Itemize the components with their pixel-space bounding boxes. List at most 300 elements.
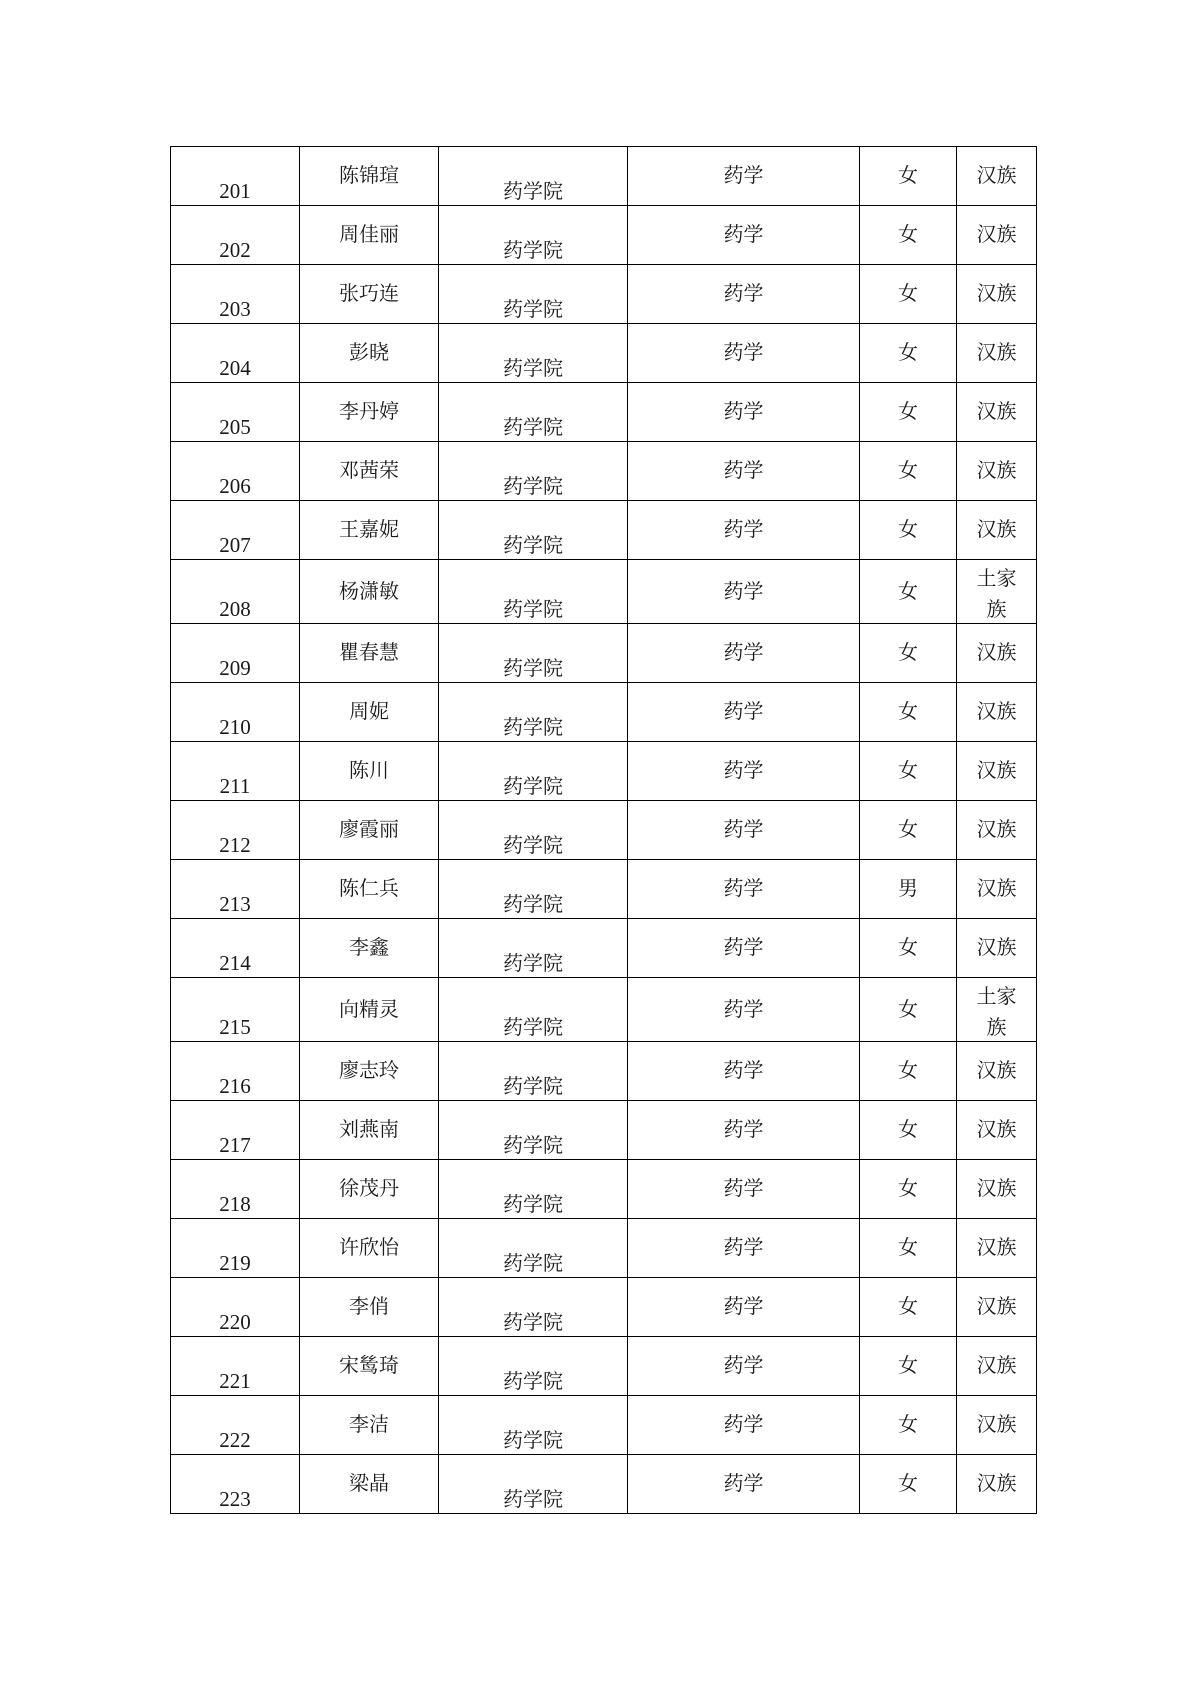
ethnicity: 汉族	[976, 1176, 1017, 1200]
ethnicity: 汉族	[976, 1471, 1017, 1495]
major-name: 药学	[723, 399, 764, 423]
student-name: 刘燕南	[339, 1117, 399, 1141]
table-cell-major-name	[628, 1101, 860, 1160]
gender: 女	[898, 758, 918, 782]
table-cell-college-name	[439, 1455, 628, 1514]
ethnicity: 汉族	[976, 876, 1017, 900]
table-row	[171, 1160, 1037, 1219]
major-name: 药学	[723, 1353, 764, 1377]
gender: 女	[898, 935, 918, 959]
table-cell-ethnicity	[957, 860, 1037, 919]
table-cell-student-name	[300, 919, 439, 978]
major-name: 药学	[723, 1058, 764, 1082]
row-number: 210	[219, 715, 251, 739]
row-number: 219	[219, 1251, 251, 1275]
table-cell-student-name	[300, 265, 439, 324]
gender: 女	[898, 699, 918, 723]
table-row	[171, 683, 1037, 742]
major-name: 药学	[723, 876, 764, 900]
student-name: 宋鸶琦	[339, 1353, 399, 1377]
table-cell-student-name	[300, 206, 439, 265]
table-cell-gender	[860, 978, 957, 1042]
table-row	[171, 860, 1037, 919]
student-table	[170, 146, 1037, 1514]
table-cell-ethnicity	[957, 1042, 1037, 1101]
ethnicity: 土家族	[976, 566, 1017, 621]
college-name: 药学院	[503, 1251, 563, 1275]
table-cell-ethnicity	[957, 1278, 1037, 1337]
table-cell-row-number	[171, 1455, 300, 1514]
ethnicity: 汉族	[976, 758, 1017, 782]
table-cell-row-number	[171, 1396, 300, 1455]
table-cell-ethnicity	[957, 501, 1037, 560]
gender: 女	[898, 1471, 918, 1495]
table-cell-major-name	[628, 442, 860, 501]
student-name: 张巧连	[339, 281, 399, 305]
table-cell-student-name	[300, 560, 439, 624]
table-cell-major-name	[628, 1337, 860, 1396]
ethnicity: 汉族	[976, 458, 1017, 482]
table-cell-student-name	[300, 1101, 439, 1160]
student-name: 廖志玲	[339, 1058, 399, 1082]
table-cell-student-name	[300, 1455, 439, 1514]
college-name: 药学院	[503, 1015, 563, 1039]
gender: 男	[898, 876, 918, 900]
ethnicity: 汉族	[976, 935, 1017, 959]
ethnicity: 汉族	[976, 340, 1017, 364]
student-name: 许欣怡	[339, 1235, 399, 1259]
table-cell-gender	[860, 1219, 957, 1278]
table-cell-gender	[860, 265, 957, 324]
table-cell-student-name	[300, 147, 439, 206]
major-name: 药学	[723, 640, 764, 664]
gender: 女	[898, 1117, 918, 1141]
table-cell-row-number	[171, 978, 300, 1042]
table-row	[171, 560, 1037, 624]
table-cell-row-number	[171, 1042, 300, 1101]
student-name: 廖霞丽	[339, 817, 399, 841]
row-number: 205	[219, 415, 251, 439]
college-name: 药学院	[503, 1192, 563, 1216]
table-cell-gender	[860, 919, 957, 978]
table-cell-major-name	[628, 1455, 860, 1514]
ethnicity: 汉族	[976, 1117, 1017, 1141]
table-cell-gender	[860, 501, 957, 560]
table-cell-student-name	[300, 1337, 439, 1396]
college-name: 药学院	[503, 474, 563, 498]
row-number: 203	[219, 297, 251, 321]
student-name: 邓茜荣	[339, 458, 399, 482]
table-cell-ethnicity	[957, 383, 1037, 442]
table-row	[171, 1101, 1037, 1160]
student-name: 杨潇敏	[339, 579, 399, 603]
major-name: 药学	[723, 340, 764, 364]
college-name: 药学院	[503, 533, 563, 557]
table-cell-row-number	[171, 860, 300, 919]
gender: 女	[898, 399, 918, 423]
gender: 女	[898, 458, 918, 482]
table-cell-college-name	[439, 1160, 628, 1219]
table-cell-college-name	[439, 1337, 628, 1396]
table-cell-gender	[860, 860, 957, 919]
table-cell-gender	[860, 1160, 957, 1219]
row-number: 221	[219, 1369, 251, 1393]
table-cell-student-name	[300, 442, 439, 501]
table-cell-row-number	[171, 324, 300, 383]
student-name: 周妮	[349, 699, 389, 723]
table-cell-major-name	[628, 860, 860, 919]
table-cell-ethnicity	[957, 1219, 1037, 1278]
major-name: 药学	[723, 163, 764, 187]
table-cell-major-name	[628, 1219, 860, 1278]
table-cell-ethnicity	[957, 1455, 1037, 1514]
row-number: 215	[219, 1015, 251, 1039]
table-cell-major-name	[628, 1278, 860, 1337]
table-row	[171, 1278, 1037, 1337]
table-cell-row-number	[171, 1337, 300, 1396]
table-cell-gender	[860, 206, 957, 265]
table-cell-student-name	[300, 383, 439, 442]
table-cell-major-name	[628, 919, 860, 978]
table-cell-college-name	[439, 624, 628, 683]
row-number: 223	[219, 1487, 251, 1511]
table-cell-student-name	[300, 860, 439, 919]
student-name: 李俏	[349, 1294, 389, 1318]
college-name: 药学院	[503, 597, 563, 621]
row-number: 212	[219, 833, 251, 857]
student-name: 梁晶	[349, 1471, 389, 1495]
table-cell-row-number	[171, 683, 300, 742]
ethnicity: 土家族	[976, 984, 1017, 1039]
table-cell-row-number	[171, 1101, 300, 1160]
table-cell-ethnicity	[957, 624, 1037, 683]
college-name: 药学院	[503, 1428, 563, 1452]
table-cell-ethnicity	[957, 1396, 1037, 1455]
table-cell-major-name	[628, 265, 860, 324]
table-cell-college-name	[439, 1101, 628, 1160]
row-number: 211	[219, 774, 251, 798]
ethnicity: 汉族	[976, 1235, 1017, 1259]
row-number: 207	[219, 533, 251, 557]
table-cell-row-number	[171, 624, 300, 683]
table-cell-college-name	[439, 1396, 628, 1455]
table-cell-major-name	[628, 147, 860, 206]
table-cell-gender	[860, 442, 957, 501]
table-cell-gender	[860, 383, 957, 442]
table-cell-row-number	[171, 1160, 300, 1219]
table-cell-gender	[860, 560, 957, 624]
college-name: 药学院	[503, 715, 563, 739]
major-name: 药学	[723, 1235, 764, 1259]
college-name: 药学院	[503, 415, 563, 439]
table-row	[171, 265, 1037, 324]
college-name: 药学院	[503, 1310, 563, 1334]
table-cell-student-name	[300, 1219, 439, 1278]
table-cell-gender	[860, 683, 957, 742]
table-cell-row-number	[171, 442, 300, 501]
table-cell-gender	[860, 801, 957, 860]
student-table-body	[171, 147, 1037, 1514]
ethnicity: 汉族	[976, 1294, 1017, 1318]
student-name: 陈锦瑄	[339, 163, 399, 187]
row-number: 208	[219, 597, 251, 621]
table-cell-college-name	[439, 501, 628, 560]
major-name: 药学	[723, 517, 764, 541]
gender: 女	[898, 1176, 918, 1200]
student-name: 李丹婷	[339, 399, 399, 423]
table-cell-major-name	[628, 560, 860, 624]
table-cell-ethnicity	[957, 560, 1037, 624]
student-name: 周佳丽	[339, 222, 399, 246]
table-cell-gender	[860, 1101, 957, 1160]
major-name: 药学	[723, 1294, 764, 1318]
table-cell-gender	[860, 324, 957, 383]
table-cell-ethnicity	[957, 324, 1037, 383]
major-name: 药学	[723, 1471, 764, 1495]
table-cell-college-name	[439, 1278, 628, 1337]
row-number: 201	[219, 179, 251, 203]
table-cell-student-name	[300, 1042, 439, 1101]
student-name: 徐茂丹	[339, 1176, 399, 1200]
table-cell-student-name	[300, 324, 439, 383]
student-name: 彭晓	[349, 340, 389, 364]
table-cell-college-name	[439, 442, 628, 501]
gender: 女	[898, 1412, 918, 1436]
gender: 女	[898, 640, 918, 664]
table-row	[171, 1455, 1037, 1514]
table-cell-gender	[860, 1455, 957, 1514]
table-row	[171, 324, 1037, 383]
table-cell-ethnicity	[957, 1101, 1037, 1160]
table-cell-college-name	[439, 1219, 628, 1278]
table-cell-gender	[860, 624, 957, 683]
ethnicity: 汉族	[976, 1412, 1017, 1436]
major-name: 药学	[723, 281, 764, 305]
table-cell-major-name	[628, 324, 860, 383]
ethnicity: 汉族	[976, 1353, 1017, 1377]
major-name: 药学	[723, 458, 764, 482]
table-row	[171, 1042, 1037, 1101]
major-name: 药学	[723, 222, 764, 246]
table-cell-row-number	[171, 206, 300, 265]
table-cell-gender	[860, 1278, 957, 1337]
student-name: 向精灵	[339, 997, 399, 1021]
table-cell-college-name	[439, 683, 628, 742]
student-name: 李鑫	[349, 935, 389, 959]
student-name: 王嘉妮	[339, 517, 399, 541]
table-row	[171, 501, 1037, 560]
student-name: 陈仁兵	[339, 876, 399, 900]
gender: 女	[898, 997, 918, 1021]
table-cell-ethnicity	[957, 442, 1037, 501]
table-cell-row-number	[171, 801, 300, 860]
table-row	[171, 919, 1037, 978]
row-number: 222	[219, 1428, 251, 1452]
college-name: 药学院	[503, 1074, 563, 1098]
table-cell-college-name	[439, 206, 628, 265]
table-cell-college-name	[439, 1042, 628, 1101]
major-name: 药学	[723, 935, 764, 959]
table-cell-major-name	[628, 978, 860, 1042]
college-name: 药学院	[503, 297, 563, 321]
table-cell-ethnicity	[957, 978, 1037, 1042]
gender: 女	[898, 222, 918, 246]
table-cell-major-name	[628, 624, 860, 683]
gender: 女	[898, 579, 918, 603]
college-name: 药学院	[503, 774, 563, 798]
ethnicity: 汉族	[976, 399, 1017, 423]
table-cell-row-number	[171, 742, 300, 801]
row-number: 206	[219, 474, 251, 498]
major-name: 药学	[723, 758, 764, 782]
college-name: 药学院	[503, 656, 563, 680]
ethnicity: 汉族	[976, 640, 1017, 664]
table-cell-major-name	[628, 1042, 860, 1101]
ethnicity: 汉族	[976, 699, 1017, 723]
table-cell-ethnicity	[957, 683, 1037, 742]
table-row	[171, 624, 1037, 683]
major-name: 药学	[723, 699, 764, 723]
row-number: 214	[219, 951, 251, 975]
table-row	[171, 742, 1037, 801]
gender: 女	[898, 817, 918, 841]
row-number: 218	[219, 1192, 251, 1216]
table-cell-row-number	[171, 501, 300, 560]
table-cell-major-name	[628, 383, 860, 442]
row-number: 220	[219, 1310, 251, 1334]
table-cell-major-name	[628, 1160, 860, 1219]
table-cell-gender	[860, 1042, 957, 1101]
table-cell-ethnicity	[957, 1337, 1037, 1396]
table-cell-ethnicity	[957, 206, 1037, 265]
table-cell-college-name	[439, 919, 628, 978]
table-cell-row-number	[171, 1278, 300, 1337]
gender: 女	[898, 163, 918, 187]
table-cell-college-name	[439, 978, 628, 1042]
student-name: 瞿春慧	[339, 640, 399, 664]
table-cell-college-name	[439, 265, 628, 324]
table-cell-major-name	[628, 501, 860, 560]
table-cell-major-name	[628, 683, 860, 742]
row-number: 202	[219, 238, 251, 262]
table-cell-row-number	[171, 147, 300, 206]
ethnicity: 汉族	[976, 281, 1017, 305]
gender: 女	[898, 340, 918, 364]
table-cell-college-name	[439, 147, 628, 206]
row-number: 216	[219, 1074, 251, 1098]
row-number: 209	[219, 656, 251, 680]
college-name: 药学院	[503, 1369, 563, 1393]
college-name: 药学院	[503, 356, 563, 380]
major-name: 药学	[723, 579, 764, 603]
table-cell-ethnicity	[957, 1160, 1037, 1219]
gender: 女	[898, 1353, 918, 1377]
ethnicity: 汉族	[976, 163, 1017, 187]
college-name: 药学院	[503, 1133, 563, 1157]
college-name: 药学院	[503, 179, 563, 203]
table-cell-gender	[860, 1396, 957, 1455]
table-row	[171, 1337, 1037, 1396]
table-row	[171, 978, 1037, 1042]
table-cell-major-name	[628, 206, 860, 265]
ethnicity: 汉族	[976, 1058, 1017, 1082]
college-name: 药学院	[503, 951, 563, 975]
table-cell-ethnicity	[957, 147, 1037, 206]
table-cell-student-name	[300, 801, 439, 860]
table-cell-row-number	[171, 265, 300, 324]
table-cell-major-name	[628, 1396, 860, 1455]
college-name: 药学院	[503, 238, 563, 262]
gender: 女	[898, 1294, 918, 1318]
student-name: 李洁	[349, 1412, 389, 1436]
college-name: 药学院	[503, 833, 563, 857]
table-row	[171, 801, 1037, 860]
table-cell-student-name	[300, 1278, 439, 1337]
gender: 女	[898, 1235, 918, 1259]
table-row	[171, 1219, 1037, 1278]
ethnicity: 汉族	[976, 517, 1017, 541]
table-cell-college-name	[439, 383, 628, 442]
gender: 女	[898, 1058, 918, 1082]
table-cell-row-number	[171, 383, 300, 442]
table-cell-row-number	[171, 919, 300, 978]
gender: 女	[898, 517, 918, 541]
table-cell-college-name	[439, 801, 628, 860]
table-cell-student-name	[300, 683, 439, 742]
major-name: 药学	[723, 1412, 764, 1436]
table-cell-gender	[860, 1337, 957, 1396]
table-cell-major-name	[628, 742, 860, 801]
table-cell-gender	[860, 742, 957, 801]
row-number: 213	[219, 892, 251, 916]
major-name: 药学	[723, 997, 764, 1021]
college-name: 药学院	[503, 892, 563, 916]
table-cell-student-name	[300, 624, 439, 683]
table-cell-gender	[860, 147, 957, 206]
major-name: 药学	[723, 1117, 764, 1141]
table-cell-student-name	[300, 742, 439, 801]
table-row	[171, 147, 1037, 206]
student-name: 陈川	[349, 758, 389, 782]
gender: 女	[898, 281, 918, 305]
table-cell-major-name	[628, 801, 860, 860]
table-cell-college-name	[439, 742, 628, 801]
table-row	[171, 206, 1037, 265]
table-row	[171, 442, 1037, 501]
table-row	[171, 1396, 1037, 1455]
table-cell-college-name	[439, 860, 628, 919]
table-cell-row-number	[171, 1219, 300, 1278]
table-cell-student-name	[300, 1396, 439, 1455]
table-cell-college-name	[439, 324, 628, 383]
table-cell-student-name	[300, 501, 439, 560]
major-name: 药学	[723, 817, 764, 841]
table-cell-row-number	[171, 560, 300, 624]
ethnicity: 汉族	[976, 817, 1017, 841]
table-cell-student-name	[300, 1160, 439, 1219]
row-number: 204	[219, 356, 251, 380]
table-cell-ethnicity	[957, 801, 1037, 860]
ethnicity: 汉族	[976, 222, 1017, 246]
table-cell-college-name	[439, 560, 628, 624]
college-name: 药学院	[503, 1487, 563, 1511]
table-cell-ethnicity	[957, 265, 1037, 324]
table-cell-ethnicity	[957, 919, 1037, 978]
major-name: 药学	[723, 1176, 764, 1200]
row-number: 217	[219, 1133, 251, 1157]
table-cell-student-name	[300, 978, 439, 1042]
table-cell-ethnicity	[957, 742, 1037, 801]
